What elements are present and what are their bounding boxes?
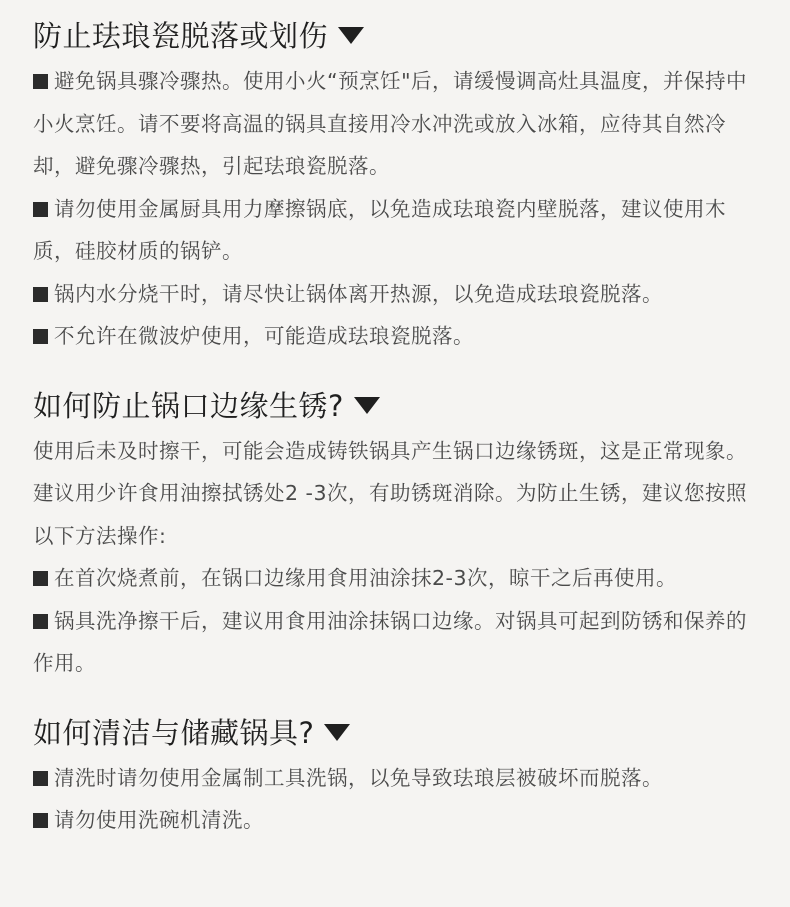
list-item — [33, 600, 766, 685]
section-title — [33, 14, 766, 58]
section-title-text: 如何防止锅口边缘生锈? — [33, 388, 344, 423]
section-intro: 使用后未及时擦干，可能会造成铸铁锅具产生锅口边缘锈斑，这是正常现象。建议用少许食用油擦拭锈处2 -3次，有助锈斑消除。为防止生锈，建议您按照以下方法操作: — [33, 438, 747, 548]
square-bullet-icon — [33, 74, 48, 89]
list-item-text: 锅内水分烧干时，请尽快让锅体离开热源，以免造成珐琅瓷脱落。 — [54, 281, 663, 306]
list-item-text: 在首次烧煮前，在锅口边缘用食用油涂抹2-3次，晾干之后再使用。 — [54, 566, 677, 590]
list-item — [33, 315, 766, 358]
list-item-text: 锅具洗净擦干后，建议用食用油涂抹锅口边缘。对锅具可起到防锈和保养的作用。 — [33, 608, 747, 675]
list-item — [33, 757, 766, 800]
list-item-text: 请勿使用金属厨具用力摩擦锅底，以免造成珐琅瓷内壁脱落，建议使用木质，硅胶材质的锅铲。 — [33, 196, 726, 263]
section-title-text: 防止珐琅瓷脱落或划伤 — [33, 19, 329, 53]
section-clean-and-store — [33, 711, 766, 842]
list-item — [33, 188, 766, 273]
list-item — [33, 799, 766, 842]
section-title — [33, 711, 766, 755]
square-bullet-icon — [33, 202, 48, 217]
square-bullet-icon — [33, 813, 48, 828]
square-bullet-icon — [33, 614, 48, 629]
section-title — [33, 384, 766, 428]
square-bullet-icon — [33, 287, 48, 302]
section-title-text: 如何清洁与储藏锅具? — [33, 715, 315, 750]
list-item — [33, 273, 766, 316]
square-bullet-icon — [33, 329, 48, 344]
square-bullet-icon — [33, 771, 48, 786]
list-item-text: 请勿使用洗碗机清洗。 — [54, 808, 264, 832]
section-prevent-enamel-damage — [33, 14, 766, 358]
square-bullet-icon — [33, 571, 48, 586]
triangle-down-icon — [324, 724, 350, 741]
triangle-down-icon — [338, 27, 364, 44]
list-item-text: 避免锅具骤冷骤热。使用小火“预烹饪"后，请缓慢调高灶具温度，并保持中小火烹饪。请不要将高温的锅具直接用冷水冲洗或放入冰箱，应待其自然冷却，避免骤冷骤热，引起珐琅瓷脱落。 — [33, 69, 748, 178]
list-item — [33, 557, 766, 600]
list-item-text: 清洗时请勿使用金属制工具洗锅，以免导致珐琅层被破坏而脱落。 — [54, 765, 663, 790]
section-prevent-rim-rust — [33, 384, 766, 685]
list-item — [33, 60, 766, 188]
triangle-down-icon — [354, 397, 380, 414]
list-item-text: 不允许在微波炉使用，可能造成珐琅瓷脱落。 — [54, 324, 474, 348]
